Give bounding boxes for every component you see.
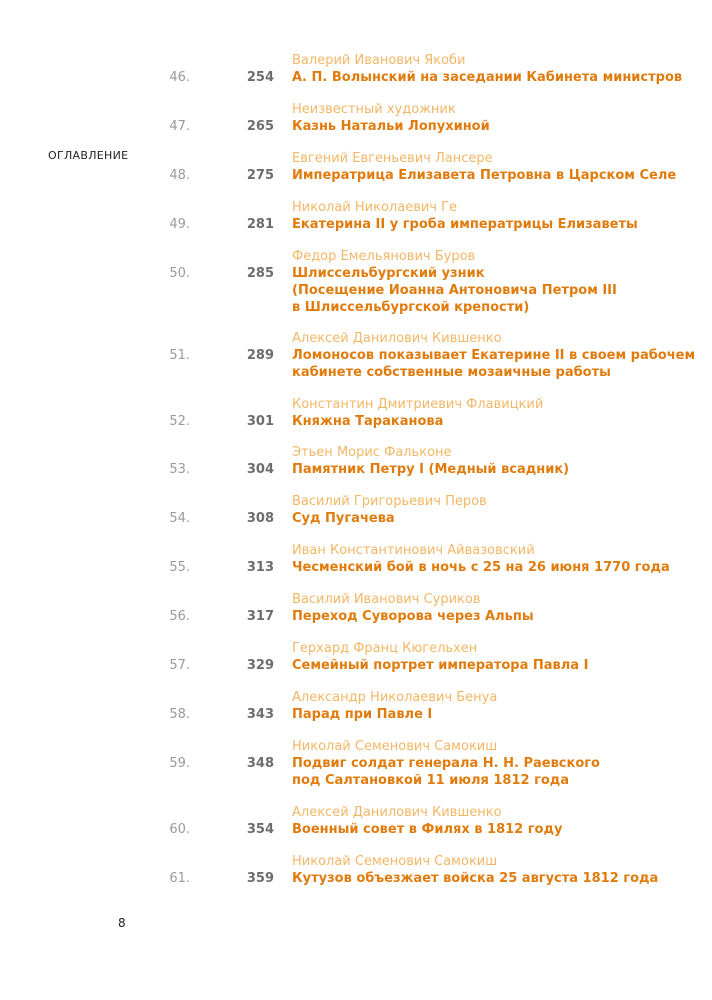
toc-entry-number: 59. [169, 756, 190, 771]
page-number: 8 [118, 916, 126, 930]
toc-entry-title-line: Переход Суворова через Альпы [292, 609, 534, 624]
toc-entry-title [292, 608, 534, 625]
toc-entry-page: 289 [246, 348, 274, 363]
toc-entry-number: 53. [169, 462, 190, 477]
toc-entry-page: 348 [246, 756, 274, 771]
toc-entry-number: 60. [169, 822, 190, 837]
toc-entry-author: Алексей Данилович Кившенко [292, 805, 502, 820]
toc-entry-title [292, 461, 569, 478]
toc-entry-author: Василий Григорьевич Перов [292, 494, 487, 509]
toc-entry-author: Этьен Морис Фальконе [292, 445, 452, 460]
toc-entry-author: Александр Николаевич Бенуа [292, 690, 498, 705]
toc-entry-author: Валерий Иванович Якоби [292, 53, 466, 68]
toc-entry-title-line: Кутузов объезжает войска 25 августа 1812 года [292, 871, 659, 886]
toc-entry-title [292, 347, 695, 381]
toc-entry-author: Федор Емельянович Буров [292, 249, 476, 264]
toc-entry-number: 56. [169, 609, 190, 624]
toc-entry-title-line: Ломоносов показывает Екатерине II в своем рабочем [292, 348, 696, 363]
toc-entry-title-line: Семейный портрет императора Павла I [292, 658, 589, 673]
toc-entry-title-line: Чесменский бой в ночь с 25 на 26 июня 1770 года [292, 560, 670, 575]
toc-entry-title [292, 510, 395, 527]
toc-entry-number: 54. [169, 511, 190, 526]
toc-entry-author: Алексей Данилович Кившенко [292, 331, 502, 346]
toc-entry-page: 329 [246, 658, 274, 673]
toc-entry-title-line: Парад при Павле I [292, 707, 433, 722]
toc-entry-page: 265 [246, 119, 274, 134]
toc-entry-number: 57. [169, 658, 190, 673]
toc-entry-page: 254 [246, 70, 274, 85]
toc-entry-title-line: Памятник Петру I (Медный всадник) [292, 462, 570, 477]
toc-entry-number: 48. [169, 168, 190, 183]
toc-entry-number: 58. [169, 707, 190, 722]
toc-entry-title-line: Княжна Тараканова [292, 414, 444, 429]
toc-entry-author: Николай Семенович Самокиш [292, 854, 498, 869]
toc-entry-author: Евгений Евгеньевич Лансере [292, 151, 493, 166]
toc-entry-page: 275 [246, 168, 274, 183]
toc-entry-title-line: в Шлиссельбургской крепости) [292, 300, 530, 315]
toc-entry-page: 313 [246, 560, 274, 575]
toc-entry-title-line: Императрица Елизавета Петровна в Царском Селе [292, 168, 677, 183]
toc-entry-author: Неизвестный художник [292, 102, 456, 117]
toc-entry-number: 61. [169, 871, 190, 886]
toc-entry-title-line: Шлиссельбургский узник [292, 266, 485, 281]
section-label: ОГЛАВЛЕНИЕ [48, 149, 129, 162]
toc-entry-title-line: Казнь Натальи Лопухиной [292, 119, 490, 134]
toc-entry-title-line: под Салтановкой 11 июля 1812 года [292, 773, 570, 788]
toc-entry-title [292, 657, 588, 674]
toc-entry-title-line: Суд Пугачева [292, 511, 395, 526]
toc-entry-author: Константин Дмитриевич Флавицкий [292, 397, 544, 412]
toc-entry-page: 301 [246, 414, 274, 429]
toc-entry-page: 281 [246, 217, 274, 232]
toc-entry-number: 51. [169, 348, 190, 363]
toc-entry-number: 49. [169, 217, 190, 232]
toc-entry-author: Иван Константинович Айвазовский [292, 543, 535, 558]
toc-entry-title [292, 870, 658, 887]
toc-entry-page: 285 [246, 266, 274, 281]
toc-entry-page: 343 [246, 707, 274, 722]
toc-entry-title-line: кабинете собственные мозаичные работы [292, 365, 611, 380]
toc-entry-page: 304 [246, 462, 274, 477]
toc-entry-title [292, 69, 682, 86]
toc-entry-title [292, 265, 617, 316]
toc-entry-page: 308 [246, 511, 274, 526]
toc-entry-title-line: Подвиг солдат генерала Н. Н. Раевского [292, 756, 600, 771]
toc-entry-author: Василий Иванович Суриков [292, 592, 481, 607]
toc-entry-title [292, 413, 443, 430]
toc-entry-author: Николай Семенович Самокиш [292, 739, 498, 754]
toc-entry-author: Николай Николаевич Ге [292, 200, 458, 215]
toc-entry-title [292, 167, 676, 184]
toc-entry-page: 354 [246, 822, 274, 837]
toc-entry-number: 46. [169, 70, 190, 85]
toc-entry-title [292, 706, 432, 723]
toc-entry-title [292, 755, 600, 789]
toc-entry-title-line: Военный совет в Филях в 1812 году [292, 822, 563, 837]
toc-entry-number: 50. [169, 266, 190, 281]
toc-entry-title [292, 216, 638, 233]
toc-entry-author: Герхард Франц Кюгельхен [292, 641, 478, 656]
toc-entry-title-line: А. П. Волынский на заседании Кабинета министров [292, 70, 683, 85]
toc-entry-page: 317 [246, 609, 274, 624]
toc-entry-title [292, 559, 670, 576]
toc-entry-number: 47. [169, 119, 190, 134]
toc-entry-title-line: (Посещение Иоанна Антоновича Петром III [292, 283, 617, 298]
toc-entry-title [292, 118, 490, 135]
toc-entry-page: 359 [246, 871, 274, 886]
toc-entry-number: 52. [169, 414, 190, 429]
toc-entry-title [292, 821, 562, 838]
toc-entry-number: 55. [169, 560, 190, 575]
toc-entry-title-line: Екатерина II у гроба императрицы Елизаветы [292, 217, 638, 232]
